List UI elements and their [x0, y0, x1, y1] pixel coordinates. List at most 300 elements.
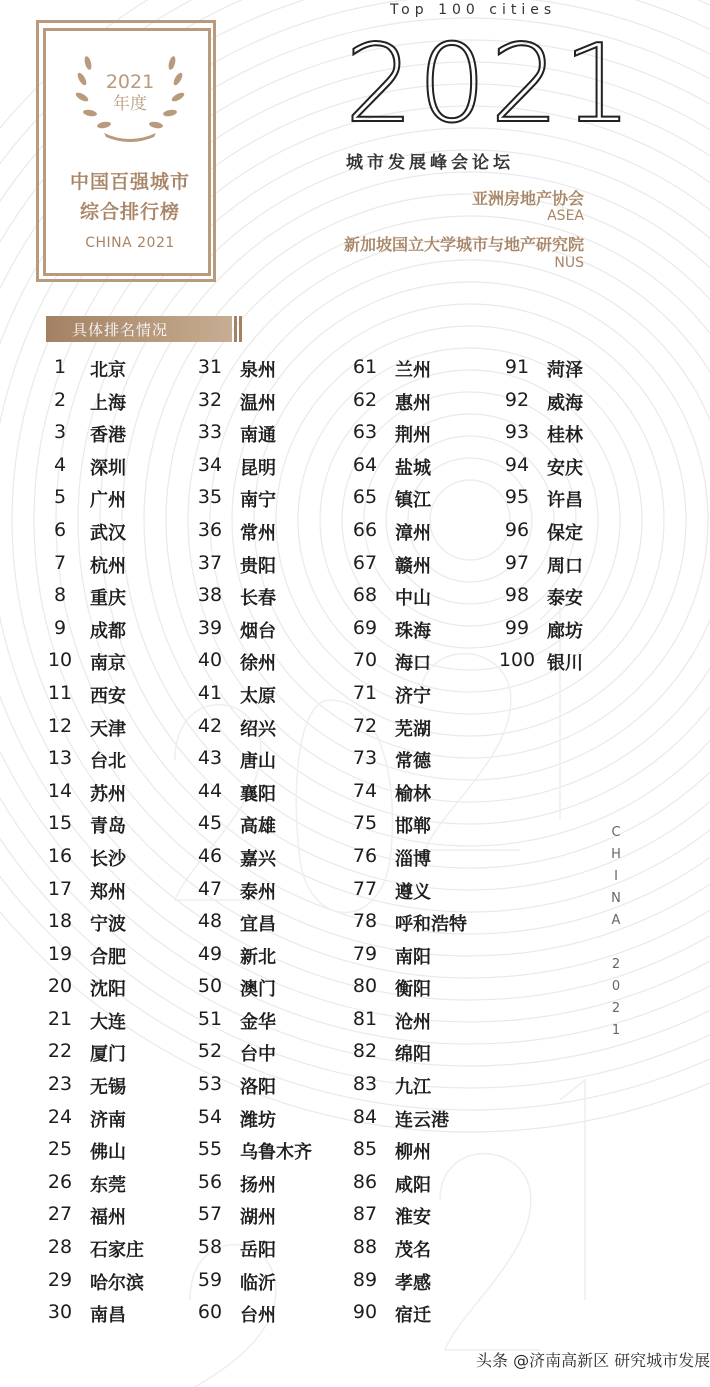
- ranking-row: [40, 1036, 200, 1069]
- badge-year-suffix: 年度: [113, 94, 147, 114]
- rank-number: 1: [53, 356, 67, 378]
- ranking-row: [190, 450, 350, 483]
- rank-number: 59: [197, 1268, 223, 1291]
- vertical-char: 2: [611, 1001, 621, 1016]
- rank-number: 56: [197, 1170, 223, 1193]
- rank-number: 73: [352, 747, 378, 770]
- org2-name: 新加坡国立大学城市与地产研究院: [343, 235, 584, 254]
- rank-number: 22: [47, 1040, 73, 1063]
- city-name: 嘉兴: [240, 848, 276, 870]
- ranking-row: [190, 841, 350, 874]
- ribbon-accent: [234, 316, 237, 342]
- city-name: 许昌: [547, 490, 583, 512]
- rank-number: 34: [197, 453, 223, 476]
- rank-number: 100: [498, 649, 536, 672]
- rank-number: 89: [352, 1268, 378, 1291]
- ranking-row: [345, 548, 505, 581]
- ranking-row: [345, 1004, 505, 1037]
- ranking-row: [497, 645, 657, 678]
- ranking-row: [345, 515, 505, 548]
- city-name: 长春: [240, 588, 276, 610]
- ranking-row: [40, 1199, 200, 1232]
- forum-title: 城市发展峰会论坛: [346, 153, 514, 173]
- ranking-row: [40, 352, 200, 385]
- city-name: 南京: [90, 653, 126, 675]
- city-name: 上海: [90, 392, 126, 414]
- city-name: 淄博: [395, 848, 431, 870]
- rank-number: 9: [53, 616, 67, 639]
- ranking-row: [190, 417, 350, 450]
- ranking-row: [190, 580, 350, 613]
- ranking-row: [40, 1069, 200, 1102]
- rank-number: 23: [47, 1073, 73, 1096]
- watermark-text: 头条 @济南高新区 研究城市发展: [476, 1351, 710, 1370]
- ranking-row: [497, 450, 657, 483]
- rank-number: 87: [352, 1203, 378, 1226]
- city-name: 廊坊: [547, 620, 583, 642]
- city-name: 香港: [90, 425, 126, 447]
- rank-number: 19: [47, 942, 73, 965]
- ranking-row: [190, 1297, 350, 1330]
- city-name: 临沂: [240, 1272, 276, 1294]
- ranking-row: [40, 548, 200, 581]
- watermark: [476, 1348, 710, 1371]
- city-name: 西安: [90, 685, 126, 707]
- ranking-row: [40, 678, 200, 711]
- ranking-column-2: [190, 352, 350, 1330]
- ranking-row: [345, 678, 505, 711]
- rank-number: 64: [352, 453, 378, 476]
- rank-number: 92: [504, 388, 530, 411]
- ranking-row: [345, 482, 505, 515]
- city-name: 潍坊: [240, 1109, 276, 1131]
- rank-number: 61: [352, 356, 378, 378]
- ranking-row: [40, 613, 200, 646]
- rank-number: 35: [197, 486, 223, 509]
- ranking-row: [40, 1232, 200, 1265]
- city-name: 泰州: [240, 881, 276, 903]
- rank-number: 5: [53, 486, 67, 509]
- rank-number: 68: [352, 584, 378, 607]
- city-name: 石家庄: [90, 1240, 144, 1262]
- city-name: 济南: [90, 1109, 126, 1131]
- org1-name: 亚洲房地产协会: [471, 189, 584, 208]
- city-name: 台中: [240, 1044, 276, 1066]
- rank-number: 84: [352, 1105, 378, 1128]
- top-100-label: Top 100 cities: [390, 2, 557, 18]
- city-name: 福州: [90, 1207, 126, 1229]
- rank-number: 80: [352, 975, 378, 998]
- vertical-char: C: [611, 825, 621, 840]
- rank-number: 95: [504, 486, 530, 509]
- ranking-column-4: [497, 352, 657, 678]
- rank-number: 30: [47, 1301, 73, 1324]
- ranking-row: [40, 841, 200, 874]
- ribbon-accent: [239, 316, 242, 342]
- city-name: 广州: [90, 490, 126, 512]
- city-name: 新北: [240, 946, 276, 968]
- rank-number: 94: [504, 453, 530, 476]
- rank-number: 75: [352, 812, 378, 835]
- city-name: 荆州: [395, 425, 431, 447]
- ranking-row: [190, 906, 350, 939]
- ranking-row: [497, 515, 657, 548]
- city-name: 镇江: [395, 490, 431, 512]
- ranking-row: [345, 1167, 505, 1200]
- ranking-row: [345, 939, 505, 972]
- rank-number: 70: [352, 649, 378, 672]
- ranking-row: [40, 808, 200, 841]
- city-name: 唐山: [240, 751, 276, 773]
- rank-number: 47: [197, 877, 223, 900]
- rank-number: 83: [352, 1073, 378, 1096]
- ranking-row: [190, 1036, 350, 1069]
- rank-number: 25: [47, 1138, 73, 1161]
- ranking-row: [345, 1036, 505, 1069]
- ranking-row: [40, 385, 200, 418]
- badge-title-line1: 中国百强城市: [69, 171, 190, 193]
- city-name: 漳州: [395, 522, 431, 544]
- rank-number: 43: [197, 747, 223, 770]
- ranking-row: [345, 776, 505, 809]
- ranking-row: [190, 482, 350, 515]
- rank-number: 13: [47, 747, 73, 770]
- ranking-row: [190, 939, 350, 972]
- ranking-row: [497, 417, 657, 450]
- city-name: 青岛: [90, 816, 126, 838]
- city-name: 济宁: [395, 685, 431, 707]
- org1-abbr: ASEA: [547, 208, 584, 224]
- ranking-row: [190, 385, 350, 418]
- vertical-char: H: [611, 847, 621, 862]
- rank-number: 53: [197, 1073, 223, 1096]
- badge-subtitle: CHINA 2021: [85, 235, 175, 251]
- rank-number: 7: [53, 551, 67, 574]
- rank-number: 4: [53, 453, 67, 476]
- city-name: 苏州: [90, 783, 126, 805]
- ranking-row: [40, 711, 200, 744]
- ranking-row: [345, 743, 505, 776]
- ranking-row: [345, 613, 505, 646]
- rank-number: 85: [352, 1138, 378, 1161]
- city-name: 深圳: [90, 457, 126, 479]
- ranking-row: [345, 971, 505, 1004]
- city-name: 常德: [395, 751, 431, 773]
- city-name: 绍兴: [240, 718, 276, 740]
- rank-number: 86: [352, 1170, 378, 1193]
- ranking-row: [345, 1265, 505, 1298]
- rank-number: 79: [352, 942, 378, 965]
- rank-number: 3: [53, 421, 67, 444]
- ranking-row: [40, 1167, 200, 1200]
- city-name: 武汉: [90, 522, 126, 544]
- ranking-row: [190, 1069, 350, 1102]
- rank-number: 69: [352, 616, 378, 639]
- ranking-row: [345, 645, 505, 678]
- rank-number: 54: [197, 1105, 223, 1128]
- city-name: 贵阳: [240, 555, 276, 577]
- city-name: 厦门: [90, 1044, 126, 1066]
- city-name: 菏泽: [547, 360, 583, 381]
- city-name: 南通: [240, 425, 276, 447]
- vertical-char: N: [611, 891, 621, 906]
- city-name: 哈尔滨: [90, 1272, 144, 1294]
- city-name: 淮安: [395, 1207, 431, 1229]
- ranking-row: [40, 874, 200, 907]
- city-name: 大连: [90, 1011, 126, 1033]
- ranking-row: [40, 939, 200, 972]
- ranking-row: [40, 776, 200, 809]
- city-name: 温州: [240, 392, 276, 414]
- rank-number: 50: [197, 975, 223, 998]
- ranking-row: [497, 482, 657, 515]
- rank-number: 10: [47, 649, 73, 672]
- rank-number: 98: [504, 584, 530, 607]
- rank-number: 76: [352, 844, 378, 867]
- ranking-row: [497, 352, 657, 385]
- rank-number: 14: [47, 779, 73, 802]
- city-name: 沈阳: [90, 979, 126, 1001]
- rank-number: 58: [197, 1236, 223, 1259]
- city-name: 保定: [547, 522, 583, 544]
- ranking-row: [40, 482, 200, 515]
- rank-number: 99: [504, 616, 530, 639]
- rank-number: 18: [47, 910, 73, 933]
- ranking-row: [190, 776, 350, 809]
- city-name: 柳州: [395, 1142, 431, 1164]
- rank-number: 71: [352, 681, 378, 704]
- rank-number: 8: [53, 584, 67, 607]
- city-name: 无锡: [90, 1077, 126, 1099]
- rank-number: 41: [197, 681, 223, 704]
- city-name: 中山: [395, 588, 431, 610]
- city-name: 徐州: [240, 653, 276, 675]
- ranking-row: [190, 711, 350, 744]
- ranking-row: [345, 417, 505, 450]
- ranking-row: [345, 1069, 505, 1102]
- ranking-row: [190, 1232, 350, 1265]
- org2-abbr: NUS: [554, 255, 584, 271]
- city-name: 绵阳: [395, 1044, 431, 1066]
- ranking-badge: [43, 28, 211, 276]
- rank-number: 81: [352, 1007, 378, 1030]
- rank-number: 28: [47, 1236, 73, 1259]
- ranking-row: [345, 1297, 505, 1330]
- ranking-row: [345, 841, 505, 874]
- rank-number: 63: [352, 421, 378, 444]
- city-name: 成都: [90, 620, 126, 642]
- ranking-row: [497, 385, 657, 418]
- rank-number: 38: [197, 584, 223, 607]
- city-name: 烟台: [240, 620, 276, 642]
- rank-number: 39: [197, 616, 223, 639]
- rank-number: 88: [352, 1236, 378, 1259]
- city-name: 宜昌: [240, 914, 276, 936]
- rank-number: 15: [47, 812, 73, 835]
- ranking-row: [40, 515, 200, 548]
- ranking-row: [345, 711, 505, 744]
- rank-number: 55: [197, 1138, 223, 1161]
- badge-year: 2021: [105, 71, 155, 93]
- badge-title-line2: 综合排行榜: [79, 201, 180, 223]
- city-name: 珠海: [395, 620, 431, 642]
- ranking-row: [190, 548, 350, 581]
- ranking-row: [190, 874, 350, 907]
- rank-number: 74: [352, 779, 378, 802]
- city-name: 芜湖: [395, 718, 431, 740]
- city-name: 重庆: [90, 588, 126, 610]
- city-name: 九江: [395, 1077, 431, 1099]
- rank-number: 91: [504, 356, 530, 378]
- city-name: 昆明: [240, 457, 276, 479]
- rank-number: 48: [197, 910, 223, 933]
- ranking-row: [345, 1199, 505, 1232]
- city-name: 高雄: [240, 816, 276, 838]
- ranking-row: [40, 971, 200, 1004]
- rank-number: 90: [352, 1301, 378, 1324]
- ranking-column-1: [40, 352, 200, 1330]
- rank-number: 60: [197, 1301, 223, 1324]
- rank-number: 36: [197, 518, 223, 541]
- city-name: 茂名: [395, 1240, 431, 1262]
- city-name: 威海: [547, 392, 583, 414]
- ranking-row: [40, 1134, 200, 1167]
- city-name: 乌鲁木齐: [240, 1142, 312, 1164]
- city-name: 合肥: [90, 946, 126, 968]
- ranking-column-3: [345, 352, 505, 1330]
- ranking-row: [40, 645, 200, 678]
- city-name: 郑州: [90, 881, 126, 903]
- ranking-row: [345, 1102, 505, 1135]
- city-name: 桂林: [547, 425, 583, 447]
- rank-number: 42: [197, 714, 223, 737]
- ranking-row: [190, 1167, 350, 1200]
- ranking-row: [40, 743, 200, 776]
- rank-number: 21: [47, 1007, 73, 1030]
- city-name: 沧州: [395, 1011, 431, 1033]
- rank-number: 26: [47, 1170, 73, 1193]
- rank-number: 2: [53, 388, 67, 411]
- city-name: 天津: [90, 718, 126, 740]
- rank-number: 57: [197, 1203, 223, 1226]
- rank-number: 78: [352, 910, 378, 933]
- city-name: 呼和浩特: [395, 914, 467, 936]
- vertical-china-2021: [608, 822, 624, 1042]
- city-name: 遵义: [395, 881, 431, 903]
- rank-number: 37: [197, 551, 223, 574]
- rank-number: 46: [197, 844, 223, 867]
- ranking-row: [190, 1265, 350, 1298]
- rank-number: 82: [352, 1040, 378, 1063]
- rank-number: 65: [352, 486, 378, 509]
- city-name: 榆林: [395, 783, 431, 805]
- section-ribbon: [46, 316, 232, 342]
- vertical-char: 1: [611, 1023, 621, 1038]
- city-name: 安庆: [547, 457, 583, 479]
- rank-number: 97: [504, 551, 530, 574]
- ranking-row: [190, 808, 350, 841]
- ranking-row: [345, 450, 505, 483]
- ranking-row: [40, 580, 200, 613]
- city-name: 银川: [547, 653, 583, 675]
- rank-number: 6: [53, 518, 67, 541]
- city-name: 澳门: [240, 979, 276, 1001]
- rank-number: 72: [352, 714, 378, 737]
- city-name: 海口: [395, 653, 431, 675]
- rank-number: 66: [352, 518, 378, 541]
- city-name: 南昌: [90, 1305, 126, 1327]
- ranking-row: [40, 417, 200, 450]
- city-name: 扬州: [240, 1174, 276, 1196]
- ranking-row: [40, 1265, 200, 1298]
- rank-number: 17: [47, 877, 73, 900]
- city-name: 东莞: [90, 1174, 126, 1196]
- ranking-row: [190, 1199, 350, 1232]
- city-name: 南阳: [395, 946, 431, 968]
- city-name: 台北: [90, 751, 126, 773]
- ranking-row: [190, 645, 350, 678]
- rank-number: 29: [47, 1268, 73, 1291]
- ranking-row: [190, 1004, 350, 1037]
- city-name: 长沙: [90, 848, 126, 870]
- city-name: 洛阳: [240, 1077, 276, 1099]
- rank-number: 67: [352, 551, 378, 574]
- rank-number: 77: [352, 877, 378, 900]
- ranking-row: [345, 580, 505, 613]
- ranking-row: [345, 808, 505, 841]
- vertical-char: 0: [611, 979, 621, 994]
- rank-number: 96: [504, 518, 530, 541]
- city-name: 衡阳: [395, 979, 431, 1001]
- rank-number: 62: [352, 388, 378, 411]
- city-name: 北京: [90, 360, 126, 381]
- city-name: 常州: [240, 522, 276, 544]
- city-name: 佛山: [90, 1142, 126, 1164]
- ranking-row: [40, 450, 200, 483]
- city-name: 邯郸: [395, 816, 431, 838]
- ranking-row: [345, 906, 505, 939]
- city-name: 襄阳: [240, 783, 276, 805]
- rank-number: 44: [197, 779, 223, 802]
- ranking-row: [190, 1102, 350, 1135]
- vertical-char: 2: [611, 957, 621, 972]
- ranking-row: [497, 613, 657, 646]
- city-name: 太原: [240, 685, 276, 707]
- rank-number: 45: [197, 812, 223, 835]
- ranking-row: [40, 1004, 200, 1037]
- city-name: 连云港: [395, 1109, 449, 1131]
- city-name: 惠州: [395, 392, 431, 414]
- rank-number: 11: [47, 681, 73, 704]
- ranking-row: [190, 1134, 350, 1167]
- rank-number: 16: [47, 844, 73, 867]
- city-name: 宿迁: [395, 1305, 431, 1327]
- ranking-row: [190, 743, 350, 776]
- city-name: 泰安: [547, 588, 583, 610]
- city-name: 咸阳: [395, 1174, 431, 1196]
- rank-number: 31: [197, 356, 223, 378]
- city-name: 周口: [547, 555, 583, 577]
- ranking-row: [190, 515, 350, 548]
- city-name: 岳阳: [240, 1240, 276, 1262]
- rank-number: 33: [197, 421, 223, 444]
- rank-number: 20: [47, 975, 73, 998]
- ranking-row: [190, 352, 350, 385]
- ranking-row: [190, 678, 350, 711]
- rank-number: 52: [197, 1040, 223, 1063]
- vertical-char: I: [614, 869, 618, 884]
- ranking-row: [345, 385, 505, 418]
